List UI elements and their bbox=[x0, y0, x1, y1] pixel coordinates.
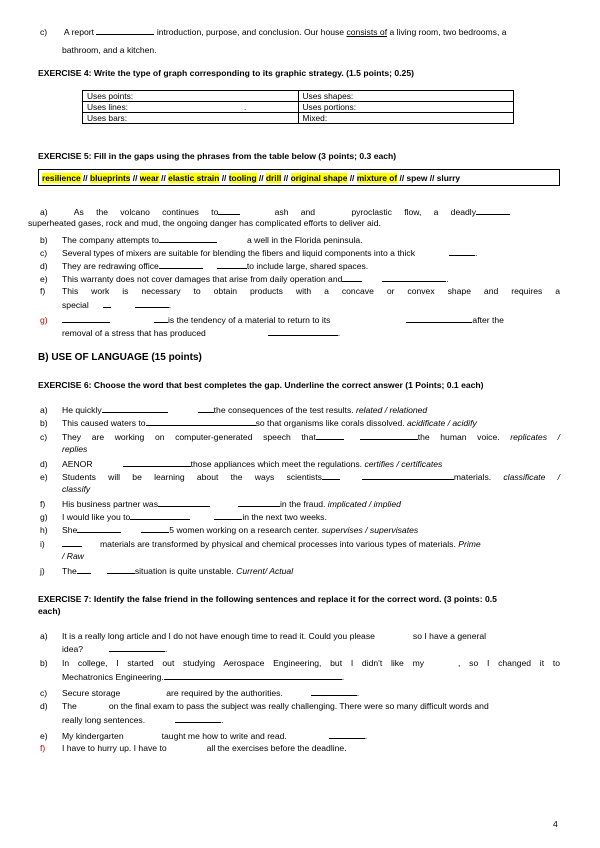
text: . bbox=[475, 248, 478, 258]
answer-blank[interactable] bbox=[103, 299, 111, 308]
text: . bbox=[168, 300, 172, 310]
text: Several types of mixers are suitable for blending the fibers and liquid components into a thick bbox=[62, 248, 416, 258]
text: The company attempts to bbox=[62, 235, 159, 245]
text: . bbox=[165, 644, 168, 654]
text: are required by the authorities. bbox=[166, 688, 283, 698]
ex5-item-a-cont: superheated gases, rock and mud, the ongoing danger has complicated efforts to deliver aid. bbox=[28, 218, 381, 228]
word-bank-separator: // bbox=[397, 173, 407, 183]
text: really long sentences. bbox=[62, 715, 146, 725]
item-label: j) bbox=[40, 566, 45, 576]
ex5-item-d bbox=[40, 260, 560, 272]
options[interactable]: Current/ Actual bbox=[236, 566, 294, 576]
text: pyroclastic flow, a deadly bbox=[351, 207, 476, 217]
options[interactable]: Prime bbox=[458, 539, 481, 549]
answer-blank[interactable] bbox=[154, 314, 168, 323]
text: removal of a stress that has produced bbox=[62, 328, 206, 338]
ex7-item-c bbox=[40, 687, 560, 699]
text: the human voice. bbox=[417, 432, 500, 442]
text: in the next two weeks. bbox=[242, 512, 327, 522]
item-label: f) bbox=[40, 286, 46, 296]
ex6-item-c-cont[interactable]: replies bbox=[62, 444, 88, 454]
top-item-c-cont: bathroom, and a kitchen. bbox=[62, 45, 157, 55]
item-label: c) bbox=[40, 27, 48, 37]
options[interactable]: implicated / implied bbox=[327, 499, 401, 509]
text: The bbox=[62, 566, 77, 576]
answer-blank[interactable] bbox=[77, 524, 121, 533]
item-label: e) bbox=[40, 472, 48, 482]
word-bank-item: spew bbox=[406, 173, 428, 183]
ex5-item-b bbox=[40, 234, 560, 246]
text: special bbox=[62, 300, 89, 310]
ex7-item-b-cont bbox=[62, 671, 560, 683]
ex7-item-b bbox=[40, 658, 560, 669]
answer-blank[interactable] bbox=[62, 314, 110, 323]
answer-blank[interactable] bbox=[164, 671, 345, 682]
answer-blank[interactable] bbox=[268, 327, 341, 338]
word-bank-item: elastic strain bbox=[168, 173, 220, 183]
item-label: f) bbox=[40, 743, 46, 753]
text: the consequences of the test results. bbox=[213, 405, 354, 415]
text: . bbox=[446, 274, 449, 284]
exercise-7-title: EXERCISE 7: Identify the false friend in the following sentences and replace it for the correct word. (3 points: 0.5 bbox=[38, 594, 497, 604]
exercise-5-title: EXERCISE 5: Fill in the gaps using the phrases from the table below (3 points; 0.3 each) bbox=[38, 151, 397, 161]
text: He quickly bbox=[62, 405, 102, 415]
ex6-item-f bbox=[40, 498, 560, 510]
item-label: a) bbox=[40, 405, 48, 415]
table-cell[interactable]: Uses shapes: bbox=[298, 91, 514, 102]
text: materials are transformed by physical and chemical processes into various types of materials. bbox=[100, 539, 456, 549]
ex5-item-f-cont bbox=[62, 299, 560, 311]
text: after the bbox=[472, 315, 504, 325]
options[interactable]: supervises / supervisates bbox=[321, 525, 419, 535]
answer-blank[interactable] bbox=[130, 511, 190, 520]
options[interactable]: classificate / bbox=[503, 472, 560, 482]
ex6-item-b bbox=[40, 417, 560, 429]
answer-blank[interactable] bbox=[146, 417, 256, 426]
text: so that organisms like corals dissolved. bbox=[255, 418, 405, 428]
dot: . bbox=[243, 102, 247, 112]
options[interactable]: related / relationed bbox=[356, 405, 428, 415]
ex7-item-d-cont bbox=[62, 714, 560, 726]
answer-blank[interactable] bbox=[135, 299, 172, 310]
options[interactable]: acidificate / acidify bbox=[407, 418, 477, 428]
answer-blank[interactable] bbox=[238, 498, 280, 507]
answer-blank[interactable] bbox=[406, 314, 472, 323]
answer-blank[interactable] bbox=[159, 234, 217, 243]
ex6-item-d bbox=[40, 458, 560, 470]
answer-blank[interactable] bbox=[109, 643, 168, 654]
item-label: c) bbox=[40, 248, 48, 258]
item-label: a) bbox=[40, 207, 48, 217]
text: . bbox=[221, 715, 224, 725]
word-bank-separator: // bbox=[219, 173, 229, 183]
answer-blank[interactable] bbox=[77, 565, 91, 574]
word-bank-separator: // bbox=[256, 173, 266, 183]
ex7-item-a bbox=[40, 631, 560, 642]
item-label: c) bbox=[40, 432, 48, 442]
text: A report bbox=[63, 27, 95, 37]
text: My kindergarten bbox=[62, 731, 124, 741]
text: AENOR bbox=[62, 459, 93, 469]
cell-label: Uses lines: bbox=[87, 102, 128, 112]
graph-type-table bbox=[82, 90, 514, 124]
answer-blank[interactable] bbox=[62, 538, 82, 547]
ex5-item-g-cont bbox=[62, 327, 560, 339]
text: introduction, purpose, and conclusion. Our house bbox=[156, 27, 345, 37]
answer-blank[interactable] bbox=[322, 471, 340, 480]
text: I would like you to bbox=[62, 512, 131, 522]
text: in the fraud. bbox=[280, 499, 326, 509]
ex7-item-e bbox=[40, 730, 560, 742]
word-bank-separator: // bbox=[80, 173, 90, 183]
text: This caused waters to bbox=[62, 418, 146, 428]
ex7-item-d bbox=[40, 701, 560, 712]
ex6-item-j bbox=[40, 565, 560, 577]
ex5-item-g bbox=[40, 314, 560, 326]
item-label: b) bbox=[40, 658, 48, 668]
ex6-item-e bbox=[40, 471, 560, 483]
options[interactable]: certifies / certificates bbox=[364, 459, 443, 469]
text: They are working on computer-generated speech that bbox=[62, 432, 316, 442]
ex5-item-f bbox=[40, 286, 560, 297]
text: Students will be learning about the ways scientists bbox=[62, 472, 322, 482]
ex6-item-g bbox=[40, 511, 560, 523]
word-bank-item: slurry bbox=[436, 173, 461, 183]
answer-blank[interactable] bbox=[360, 431, 418, 440]
text: This warranty does not cover damages that arise from daily operation and bbox=[62, 274, 343, 284]
text: In college, I started out studying Aerospace Engineering, but I didn't like my bbox=[62, 658, 425, 668]
item-label: b) bbox=[40, 235, 48, 245]
answer-blank[interactable] bbox=[102, 404, 168, 413]
answer-blank[interactable] bbox=[214, 511, 242, 520]
word-bank-separator: // bbox=[427, 173, 437, 183]
text: As the volcano continues to bbox=[73, 207, 219, 217]
answer-blank[interactable] bbox=[362, 471, 454, 480]
text: Mechatronics Engineering. bbox=[62, 672, 164, 682]
text: This work is necessary to obtain products with a concave or convex shape and requires a bbox=[62, 286, 560, 296]
ex7-item-a-cont bbox=[62, 643, 560, 655]
text: , so I changed it to bbox=[458, 658, 560, 668]
item-label: f) bbox=[40, 499, 46, 509]
item-label: a) bbox=[40, 631, 48, 641]
answer-blank[interactable] bbox=[217, 260, 247, 269]
ex5-item-a bbox=[40, 206, 560, 218]
word-bank-item: drill bbox=[265, 173, 282, 183]
text: They are redrawing office bbox=[62, 261, 159, 271]
ex7-item-f bbox=[40, 743, 560, 754]
text: is the tendency of a material to return to its bbox=[168, 315, 331, 325]
ex5-item-c bbox=[40, 247, 560, 259]
text: Secure storage bbox=[62, 688, 121, 698]
table-row bbox=[83, 91, 514, 102]
page-number: 4 bbox=[553, 819, 558, 829]
text: She bbox=[62, 525, 78, 535]
item-label: e) bbox=[40, 731, 48, 741]
table-cell[interactable]: Uses portions: bbox=[298, 102, 514, 113]
table-cell[interactable]: Uses points: bbox=[83, 91, 299, 102]
answer-blank[interactable] bbox=[141, 524, 169, 533]
answer-blank[interactable] bbox=[342, 273, 362, 282]
ex6-item-i-cont[interactable]: / Raw bbox=[62, 551, 84, 561]
text: so I have a general bbox=[412, 631, 487, 641]
item-label: h) bbox=[40, 525, 48, 535]
item-label: g) bbox=[40, 315, 48, 325]
answer-blank[interactable] bbox=[159, 260, 203, 269]
text: taught me how to write and read. bbox=[161, 731, 287, 741]
answer-blank[interactable] bbox=[218, 206, 240, 215]
word-bank-separator: // bbox=[130, 173, 140, 183]
answer-blank[interactable] bbox=[175, 714, 224, 725]
text: idea? bbox=[62, 644, 84, 654]
table-cell[interactable]: Mixed: bbox=[298, 113, 514, 124]
text: all the exercises before the deadline. bbox=[206, 743, 347, 753]
section-b-title: B) USE OF LANGUAGE (15 points) bbox=[38, 352, 202, 363]
ex6-item-i bbox=[40, 538, 560, 550]
word-bank bbox=[38, 169, 560, 186]
text: I have to hurry up. I have to bbox=[62, 743, 167, 753]
word-bank-item: resilience bbox=[42, 173, 81, 183]
item-label: c) bbox=[40, 688, 48, 698]
text: materials. bbox=[453, 472, 492, 482]
table-row bbox=[83, 102, 514, 113]
text: . bbox=[356, 688, 360, 698]
ex5-item-e bbox=[40, 273, 560, 285]
options[interactable]: replicates / bbox=[510, 432, 560, 442]
word-bank-item: blueprints bbox=[89, 173, 131, 183]
text: . bbox=[364, 731, 368, 741]
text: situation is quite unstable. bbox=[134, 566, 234, 576]
ex6-item-a bbox=[40, 404, 560, 416]
text: a living room, two bedrooms, a bbox=[389, 27, 507, 37]
answer-blank[interactable] bbox=[449, 247, 478, 258]
ex6-item-c bbox=[40, 431, 560, 443]
item-label: d) bbox=[40, 459, 48, 469]
item-label: b) bbox=[40, 418, 48, 428]
answer-blank[interactable] bbox=[382, 273, 449, 284]
text: The bbox=[62, 701, 77, 711]
text: a well in the Florida peninsula. bbox=[246, 235, 363, 245]
top-item-c bbox=[40, 26, 560, 38]
table-cell[interactable] bbox=[83, 102, 299, 113]
answer-blank[interactable] bbox=[96, 26, 154, 35]
text: His business partner was bbox=[62, 499, 159, 509]
text: those appliances which meet the regulations. bbox=[190, 459, 363, 469]
text: to include large, shared spaces. bbox=[246, 261, 369, 271]
answer-blank[interactable] bbox=[107, 565, 135, 574]
exercise-6-title: EXERCISE 6: Choose the word that best completes the gap. Underline the correct answer (1 Points; 0.1 each) bbox=[38, 380, 484, 390]
word-bank-separator: // bbox=[158, 173, 169, 183]
underlined-text: consists of bbox=[346, 27, 388, 37]
word-bank-item: mixture of bbox=[356, 173, 398, 183]
table-cell[interactable]: Uses bars: bbox=[83, 113, 299, 124]
answer-blank[interactable] bbox=[198, 404, 214, 413]
item-label: g) bbox=[40, 512, 48, 522]
text: . bbox=[341, 672, 345, 682]
item-label: d) bbox=[40, 701, 48, 711]
word-bank-separator: // bbox=[281, 173, 291, 183]
answer-blank[interactable] bbox=[158, 498, 210, 507]
text: ash and bbox=[274, 207, 316, 217]
text: on the final exam to pass the subject was really challenging. There were so many difficult words and bbox=[108, 701, 489, 711]
text: 5 women working on a research center. bbox=[169, 525, 320, 535]
answer-blank[interactable] bbox=[311, 687, 360, 698]
word-bank-separator: // bbox=[347, 173, 357, 183]
word-bank-item: original shape bbox=[290, 173, 348, 183]
item-label: e) bbox=[40, 274, 48, 284]
ex6-item-e-cont[interactable]: classify bbox=[62, 484, 91, 494]
word-bank-item: tooling bbox=[228, 173, 257, 183]
item-label: d) bbox=[40, 261, 48, 271]
text: . bbox=[337, 328, 341, 338]
ex6-item-h bbox=[40, 524, 560, 536]
answer-blank[interactable] bbox=[316, 431, 344, 440]
table-row bbox=[83, 113, 514, 124]
text: It is a really long article and I do not have enough time to read it. Could you please bbox=[62, 631, 375, 641]
exercise-4-title: EXERCISE 4: Write the type of graph corresponding to its graphic strategy. (1.5 points; 0.25) bbox=[38, 68, 414, 78]
exercise-7-title-cont: each) bbox=[38, 606, 61, 616]
answer-blank[interactable] bbox=[476, 206, 510, 215]
word-bank-item: wear bbox=[139, 173, 159, 183]
item-label: i) bbox=[40, 539, 45, 549]
answer-blank[interactable] bbox=[329, 730, 368, 741]
answer-blank[interactable] bbox=[123, 458, 191, 467]
